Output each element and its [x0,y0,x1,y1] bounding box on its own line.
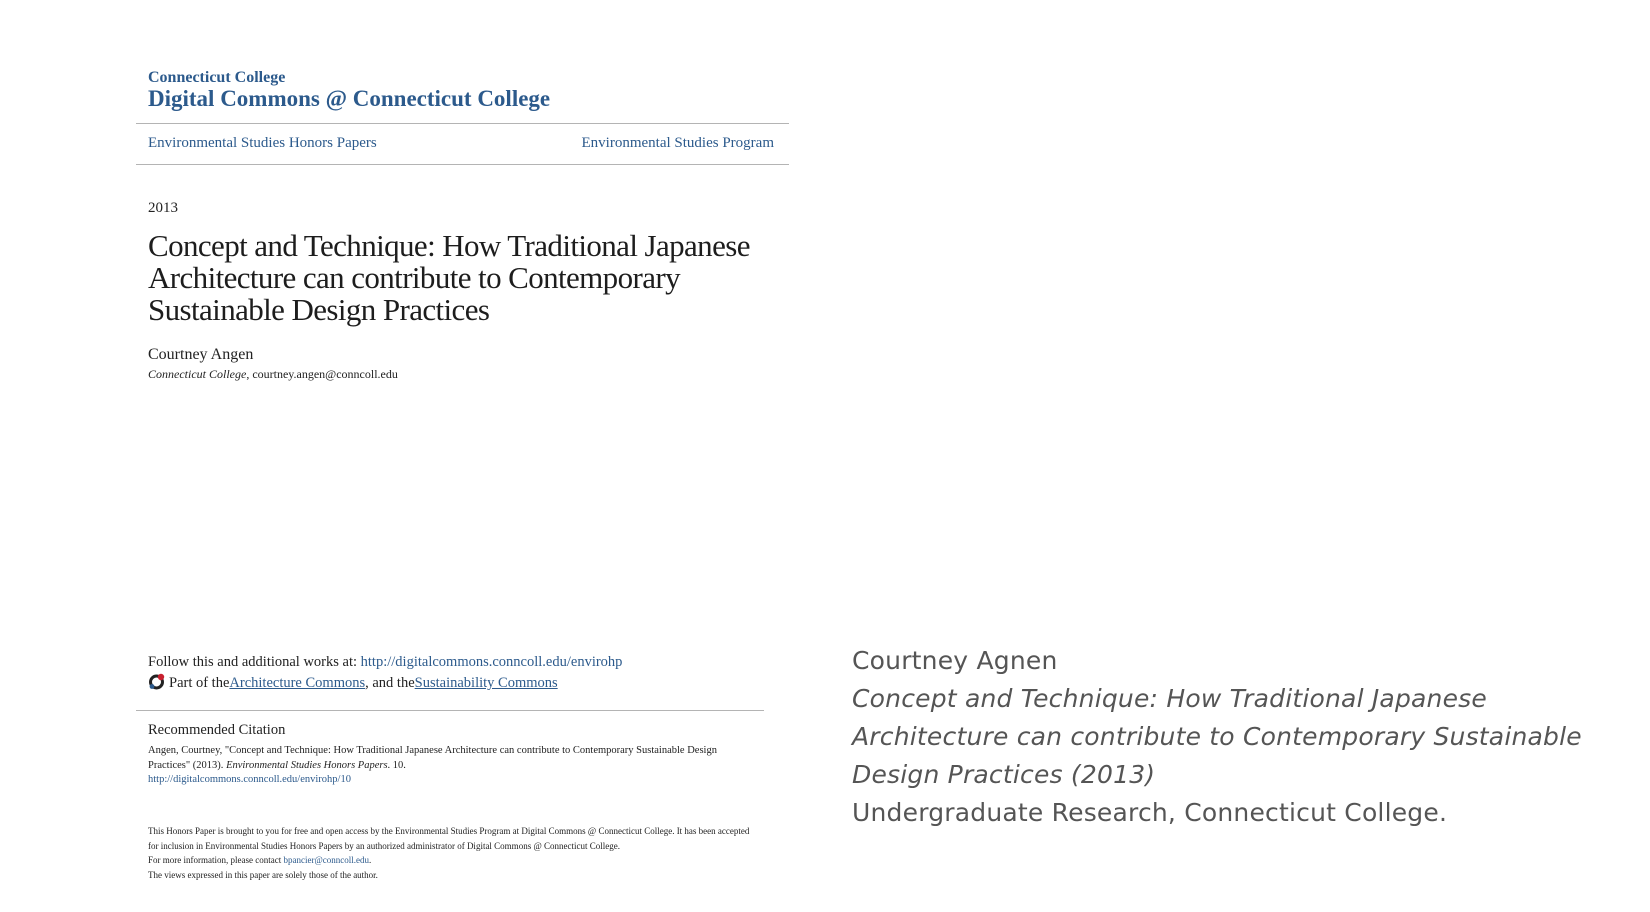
contact-email-link[interactable]: bpancier@conncoll.edu [283,855,369,865]
partof-middle: , and the [365,675,415,691]
divider-top [136,123,789,124]
affiliation-college: Connecticut College [148,367,247,381]
author-name: Courtney Angen [148,346,254,363]
follow-text: Follow this and additional works at: [148,654,361,670]
institution-title[interactable]: Digital Commons @ Connecticut College [148,86,551,111]
institution-small[interactable]: Connecticut College [148,69,286,86]
affiliation-email: , courtney.angen@conncoll.edu [246,367,398,381]
caption-author: Courtney Agnen [852,646,1058,675]
part-of-line [148,675,558,692]
caption-title-line-3: Design Practices (2013) [852,760,1156,789]
citation-series: Environmental Studies Honors Papers [226,759,388,771]
recommended-citation-heading: Recommended Citation [148,722,286,738]
caption-block [852,642,1642,832]
follow-line [148,654,622,671]
partof-prefix: Part of the [169,675,230,691]
caption-source: Undergraduate Research, Connecticut College. [852,798,1448,827]
footer-line-1: This Honors Paper is brought to you for free and open access by the Environmental Studies Program at Digital Commons @ Connecticut College. It has been accepted for inclusion in Environmental Studies Honors Papers by an authorized administrator of Digital Commons @ Connecticut College. [148,826,750,851]
author-affiliation [148,367,398,382]
paper-title: Concept and Technique: How Traditional Japanese Architecture can contribute to Contemporary Sustainable Design Practices [148,228,750,327]
commons-network-icon [148,673,165,690]
series-link[interactable]: Environmental Studies Honors Papers [148,135,377,151]
caption-title-line-2: Architecture can contribute to Contemporary Sustainable [852,722,1582,751]
footer-contact-prefix: For more information, please contact [148,855,284,865]
follow-url-link[interactable]: http://digitalcommons.conncoll.edu/envirohp [360,654,623,670]
publication-year: 2013 [148,200,178,216]
architecture-commons-link[interactable]: Architecture Commons [229,675,366,691]
footer-note [148,824,758,882]
divider-series [136,164,789,165]
citation-block [148,744,748,788]
citation-text: Angen, Courtney, "Concept and Technique: How Traditional Japanese Architecture can contribute to Contemporary Sustainable Design Practices" (2013). [148,745,717,771]
citation-number: . 10. [387,759,406,771]
program-link[interactable]: Environmental Studies Program [581,135,774,151]
divider-citation [136,710,764,711]
footer-views: The views expressed in this paper are solely those of the author. [148,869,378,880]
cover-page [0,0,800,912]
footer-contact-suffix: . [368,855,372,865]
citation-url-link[interactable]: http://digitalcommons.conncoll.edu/envirohp/10 [148,774,351,785]
sustainability-commons-link[interactable]: Sustainability Commons [414,675,558,691]
caption-title-line-1: Concept and Technique: How Traditional Japanese [852,684,1487,713]
